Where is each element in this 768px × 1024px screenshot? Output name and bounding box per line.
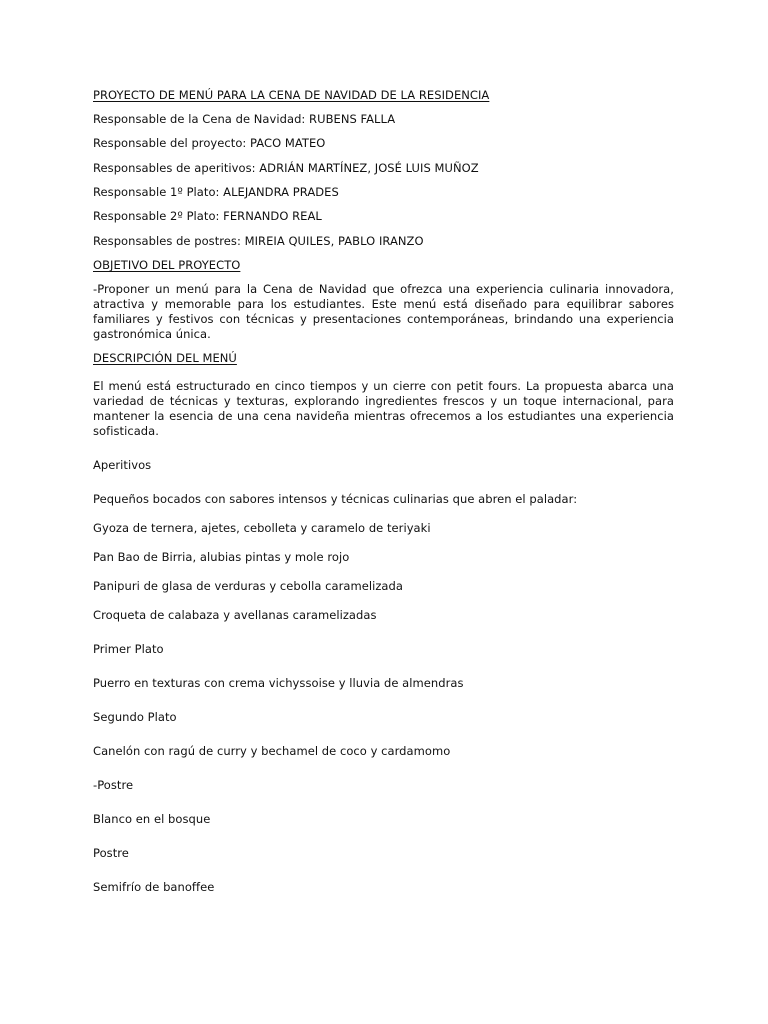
menu-section-title: Postre (93, 846, 129, 860)
menu-section-title: Aperitivos (93, 458, 152, 472)
document-title: PROYECTO DE MENÚ PARA LA CENA DE NAVIDAD DE LA RESIDENCIA (93, 88, 490, 102)
menu-item: Canelón con ragú de curry y bechamel de coco y cardamomo (93, 744, 451, 758)
responsible-line: Responsable del proyecto: PACO MATEO (93, 136, 326, 150)
objective-paragraph: -Proponer un menú para la Cena de Navidad que ofrezca una experiencia culinaria innovadora, atractiva y memorable para los estudiantes. Este menú está diseñado para equilibrar sabores familiares y festivos con técnicas y presentaciones contemporáneas, brindando una experiencia gastronómica única. (93, 282, 674, 341)
menu-section-title: Segundo Plato (93, 710, 177, 724)
description-paragraph: El menú está estructurado en cinco tiempos y un cierre con petit fours. La propuesta abarca una variedad de técnicas y texturas, explorando ingredientes frescos y un toque internacional, para mantener la esencia de una cena navideña mientras ofrecemos a los estudiantes una experiencia sofisticada. (93, 379, 674, 438)
menu-item: Blanco en el bosque (93, 812, 211, 826)
responsible-line: Responsables de aperitivos: ADRIÁN MARTÍNEZ, JOSÉ LUIS MUÑOZ (93, 161, 479, 175)
responsible-line: Responsable 1º Plato: ALEJANDRA PRADES (93, 185, 339, 199)
menu-text-line: Pequeños bocados con sabores intensos y técnicas culinarias que abren el paladar: (93, 492, 578, 506)
menu-item: Semifrío de banoffee (93, 880, 215, 894)
objective-heading: OBJETIVO DEL PROYECTO (93, 258, 241, 272)
description-heading: DESCRIPCIÓN DEL MENÚ (93, 351, 237, 365)
menu-item: Croqueta de calabaza y avellanas caramelizadas (93, 608, 377, 622)
responsible-line: Responsable de la Cena de Navidad: RUBENS FALLA (93, 112, 396, 126)
menu-item: Puerro en texturas con crema vichyssoise y lluvia de almendras (93, 676, 464, 690)
menu-item: Panipuri de glasa de verduras y cebolla caramelizada (93, 579, 403, 593)
menu-item: Gyoza de ternera, ajetes, cebolleta y caramelo de teriyaki (93, 521, 431, 535)
responsible-line: Responsable 2º Plato: FERNANDO REAL (93, 209, 322, 223)
menu-section-title: -Postre (93, 778, 134, 792)
menu-section-title: Primer Plato (93, 642, 164, 656)
menu-item: Pan Bao de Birria, alubias pintas y mole rojo (93, 550, 350, 564)
responsible-line: Responsables de postres: MIREIA QUILES, PABLO IRANZO (93, 234, 424, 248)
